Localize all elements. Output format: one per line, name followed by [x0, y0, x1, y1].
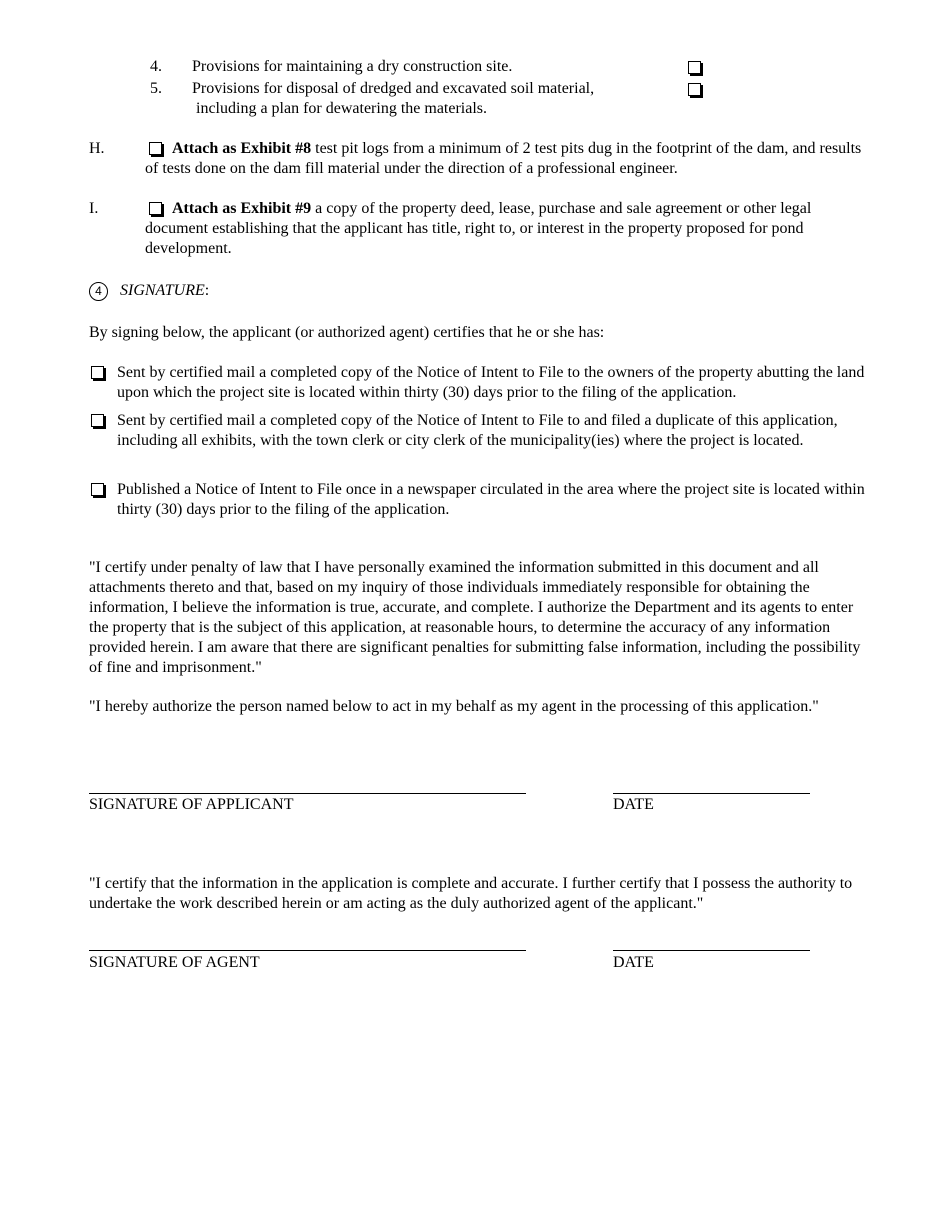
- checkbox-certification-3[interactable]: [91, 483, 104, 496]
- checkbox-icon: [688, 61, 701, 74]
- agent-date-label: DATE: [613, 954, 654, 971]
- checkbox-certification-2[interactable]: [91, 414, 104, 427]
- checkbox-exhibit-8[interactable]: [149, 142, 162, 155]
- certify-intro: By signing below, the applicant (or authorized agent) certifies that he or she has:: [89, 324, 605, 341]
- certification-text: Published a Notice of Intent to File once in a newspaper circulated in the area where the project site is located within thirty (30) days prior to the filing of the application.: [117, 481, 865, 518]
- checkbox-item-4[interactable]: [688, 59, 701, 79]
- certification-text: Sent by certified mail a completed copy of the Notice of Intent to File to the owners of the property abutting the land upon which the project site is located within thirty (30) days prior to the filing of the application.: [117, 364, 865, 401]
- certification-item: [89, 363, 869, 403]
- checkbox-icon: [688, 83, 701, 96]
- exhibit-description: a copy of the property deed, lease, purchase and sale agreement or other legal document establishing that the applicant has title, right to, or interest in the property proposed for pond development.: [145, 200, 812, 257]
- heading-colon: :: [204, 282, 210, 299]
- item-text: Provisions for maintaining a dry construction site.: [192, 58, 513, 75]
- checkbox-certification-1[interactable]: [91, 366, 104, 379]
- section-letter: I.: [89, 200, 99, 217]
- item-number: 5.: [150, 80, 162, 97]
- item-text: Provisions for disposal of dredged and excavated soil material,: [192, 80, 595, 97]
- section-letter: H.: [89, 140, 105, 157]
- agent-signature-line[interactable]: [89, 950, 526, 951]
- item-number: 4.: [150, 58, 162, 75]
- section-number-icon: 4: [89, 282, 108, 301]
- checkbox-item-5[interactable]: [688, 81, 701, 101]
- exhibit-label: Attach as Exhibit #8: [172, 140, 312, 157]
- agent-authorization-statement: "I hereby authorize the person named below to act in my behalf as my agent in the processing of this application.": [89, 698, 819, 715]
- applicant-signature-label: SIGNATURE OF APPLICANT: [89, 796, 294, 813]
- certification-item: [89, 480, 869, 520]
- agent-date-line[interactable]: [613, 950, 810, 951]
- signature-heading-title: SIGNATURE: [120, 282, 205, 299]
- section-h-body: [145, 139, 865, 179]
- checkbox-exhibit-9[interactable]: [149, 202, 162, 215]
- applicant-signature-line[interactable]: [89, 793, 526, 794]
- penalty-certification-statement: "I certify under penalty of law that I have personally examined the information submitted in this document and all attachments thereto and that, based on my inquiry of those individuals immediately responsible for obtaining the information, I believe the information is true, accurate, and complete. I authorize the Department and its agents to enter the property that is the subject of this application, at reasonable hours, to determine the accuracy of any information provided herein. I am aware that there are significant penalties for submitting false information, including the possibility of fine and imprisonment.": [89, 559, 861, 676]
- signature-heading: [89, 281, 209, 301]
- section-i-body: [145, 199, 865, 259]
- applicant-date-label: DATE: [613, 796, 654, 813]
- certification-text: Sent by certified mail a completed copy of the Notice of Intent to File to and filed a duplicate of this application, including all exhibits, with the town clerk or city clerk of the municipality(ies) where the project is located.: [117, 412, 838, 449]
- exhibit-description: test pit logs from a minimum of 2 test pits dug in the footprint of the dam, and results of tests done on the dam fill material under the direction of a professional engineer.: [145, 140, 862, 177]
- item-text-continued: including a plan for dewatering the materials.: [196, 100, 488, 117]
- agent-certification-statement: "I certify that the information in the application is complete and accurate. I further certify that I possess the authority to undertake the work described herein or am acting as the duly authorized agent of the applicant.": [89, 875, 853, 912]
- certification-item: [89, 411, 869, 451]
- applicant-date-line[interactable]: [613, 793, 810, 794]
- agent-signature-label: SIGNATURE OF AGENT: [89, 954, 260, 971]
- exhibit-label: Attach as Exhibit #9: [172, 200, 312, 217]
